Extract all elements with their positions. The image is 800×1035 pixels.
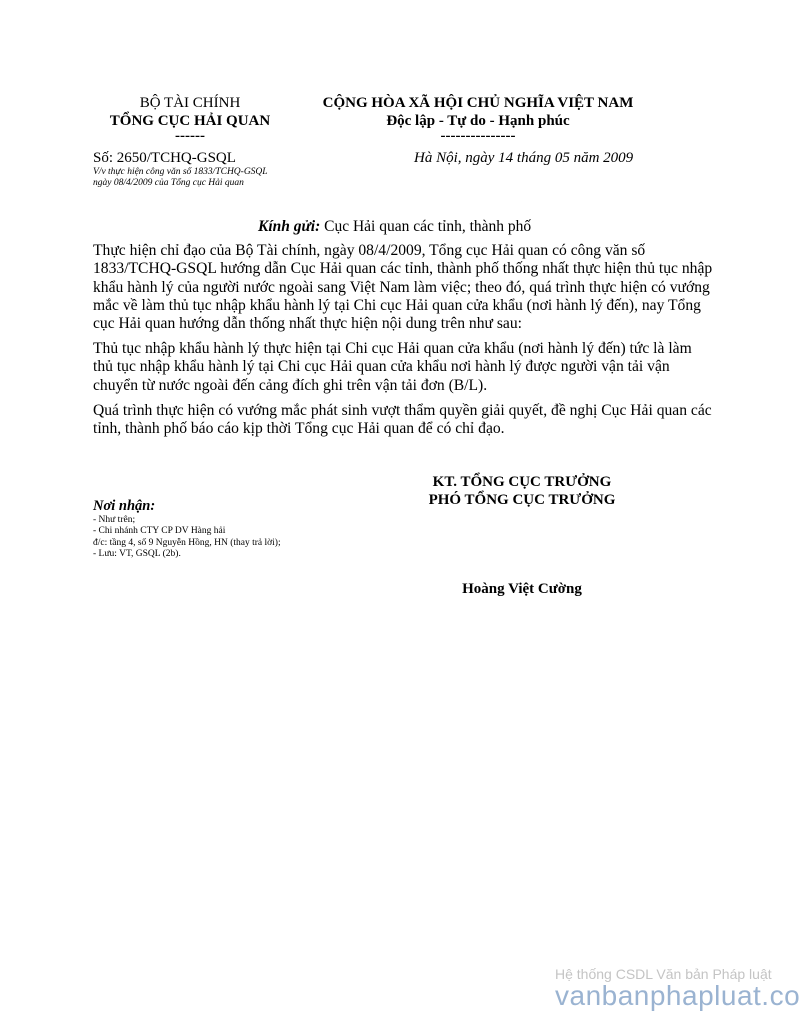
signature-title (392, 473, 652, 509)
recipient-value: Cục Hải quan các tỉnh, thành phố (320, 218, 532, 235)
body-paragraph-2: Thủ tục nhập khẩu hành lý thực hiện tại Chi cục Hải quan cửa khẩu (nơi hành lý đến) tức là làm thủ tục nhập khẩu hành lý tại Chi cục Hải quan cửa khẩu nơi hành lý được người vận tải vận chuyển từ nước ngoài đến cảng đích ghi trên vận tải đơn (B/L). (93, 340, 692, 394)
place-date: Hà Nội, ngày 14 tháng 05 năm 2009 (414, 150, 634, 166)
recipients-list (93, 498, 281, 561)
signer-name: Hoàng Việt Cường (462, 581, 582, 597)
recipients-title: Nơi nhận: (93, 498, 156, 514)
issuing-authority (100, 94, 280, 143)
watermark-caption: Hệ thống CSDL Văn bản Pháp luật (555, 966, 772, 982)
country-name: CỘNG HÒA XÃ HỘI CHỦ NGHĨA VIỆT NAM (322, 95, 634, 111)
national-motto: Độc lập - Tự do - Hạnh phúc (386, 113, 570, 129)
signature-line-2: PHÓ TỔNG CỤC TRƯỞNG (428, 492, 616, 508)
department-name: TỔNG CỤC HẢI QUAN (109, 113, 271, 129)
left-divider: ------ (175, 128, 205, 144)
body-paragraph-1: Thực hiện chỉ đạo của Bộ Tài chính, ngày 08/4/2009, Tổng cục Hải quan có công văn số 1833/TCHQ-GSQL hướng dẫn Cục Hải quan các tỉnh, thành phố thống nhất thực hiện thủ tục nhập khẩu hành lý của người nước ngoài sang Việt Nam làm việc; theo đó, quá trình thực hiện có vướng mắc về làm thủ tục nhập khẩu hành lý tại Chi cục Hải quan cửa khẩu (nơi hành lý đến), nay Tổng cục Hải quan hướng dẫn thống nhất thực hiện nội dung trên như sau: (93, 242, 713, 333)
national-header (298, 94, 658, 143)
recipient-item: - Lưu: VT, GSQL (2b). (93, 549, 181, 560)
document-number: Số: 2650/TCHQ-GSQL (93, 150, 236, 166)
ministry-name: BỘ TÀI CHÍNH (139, 95, 241, 111)
subject-line-1: V/v thực hiện công văn số 1833/TCHQ-GSQL (93, 167, 268, 177)
document-subject (93, 167, 268, 189)
recipient-item: - Chi nhánh CTY CP DV Hàng hải (93, 526, 226, 537)
subject-line-2: ngày 08/4/2009 của Tổng cục Hải quan (93, 178, 244, 189)
recipient-line (258, 218, 531, 236)
recipient-item: đ/c: tầng 4, số 9 Nguyễn Hồng, HN (thay trả lời); (93, 537, 281, 548)
recipient-label: Kính gửi: (258, 218, 321, 235)
recipient-item: - Như trên; (93, 515, 136, 525)
signature-line-1: KT. TỔNG CỤC TRƯỞNG (432, 474, 612, 490)
body-paragraph-3: Quá trình thực hiện có vướng mắc phát sinh vượt thẩm quyền giải quyết, đề nghị Cục Hải quan các tỉnh, thành phố báo cáo kịp thời Tổng cục Hải quan để có chỉ đạo. (93, 402, 712, 438)
watermark-url[interactable]: vanbanphapluat.co (555, 980, 800, 1011)
right-divider: --------------- (440, 128, 516, 144)
